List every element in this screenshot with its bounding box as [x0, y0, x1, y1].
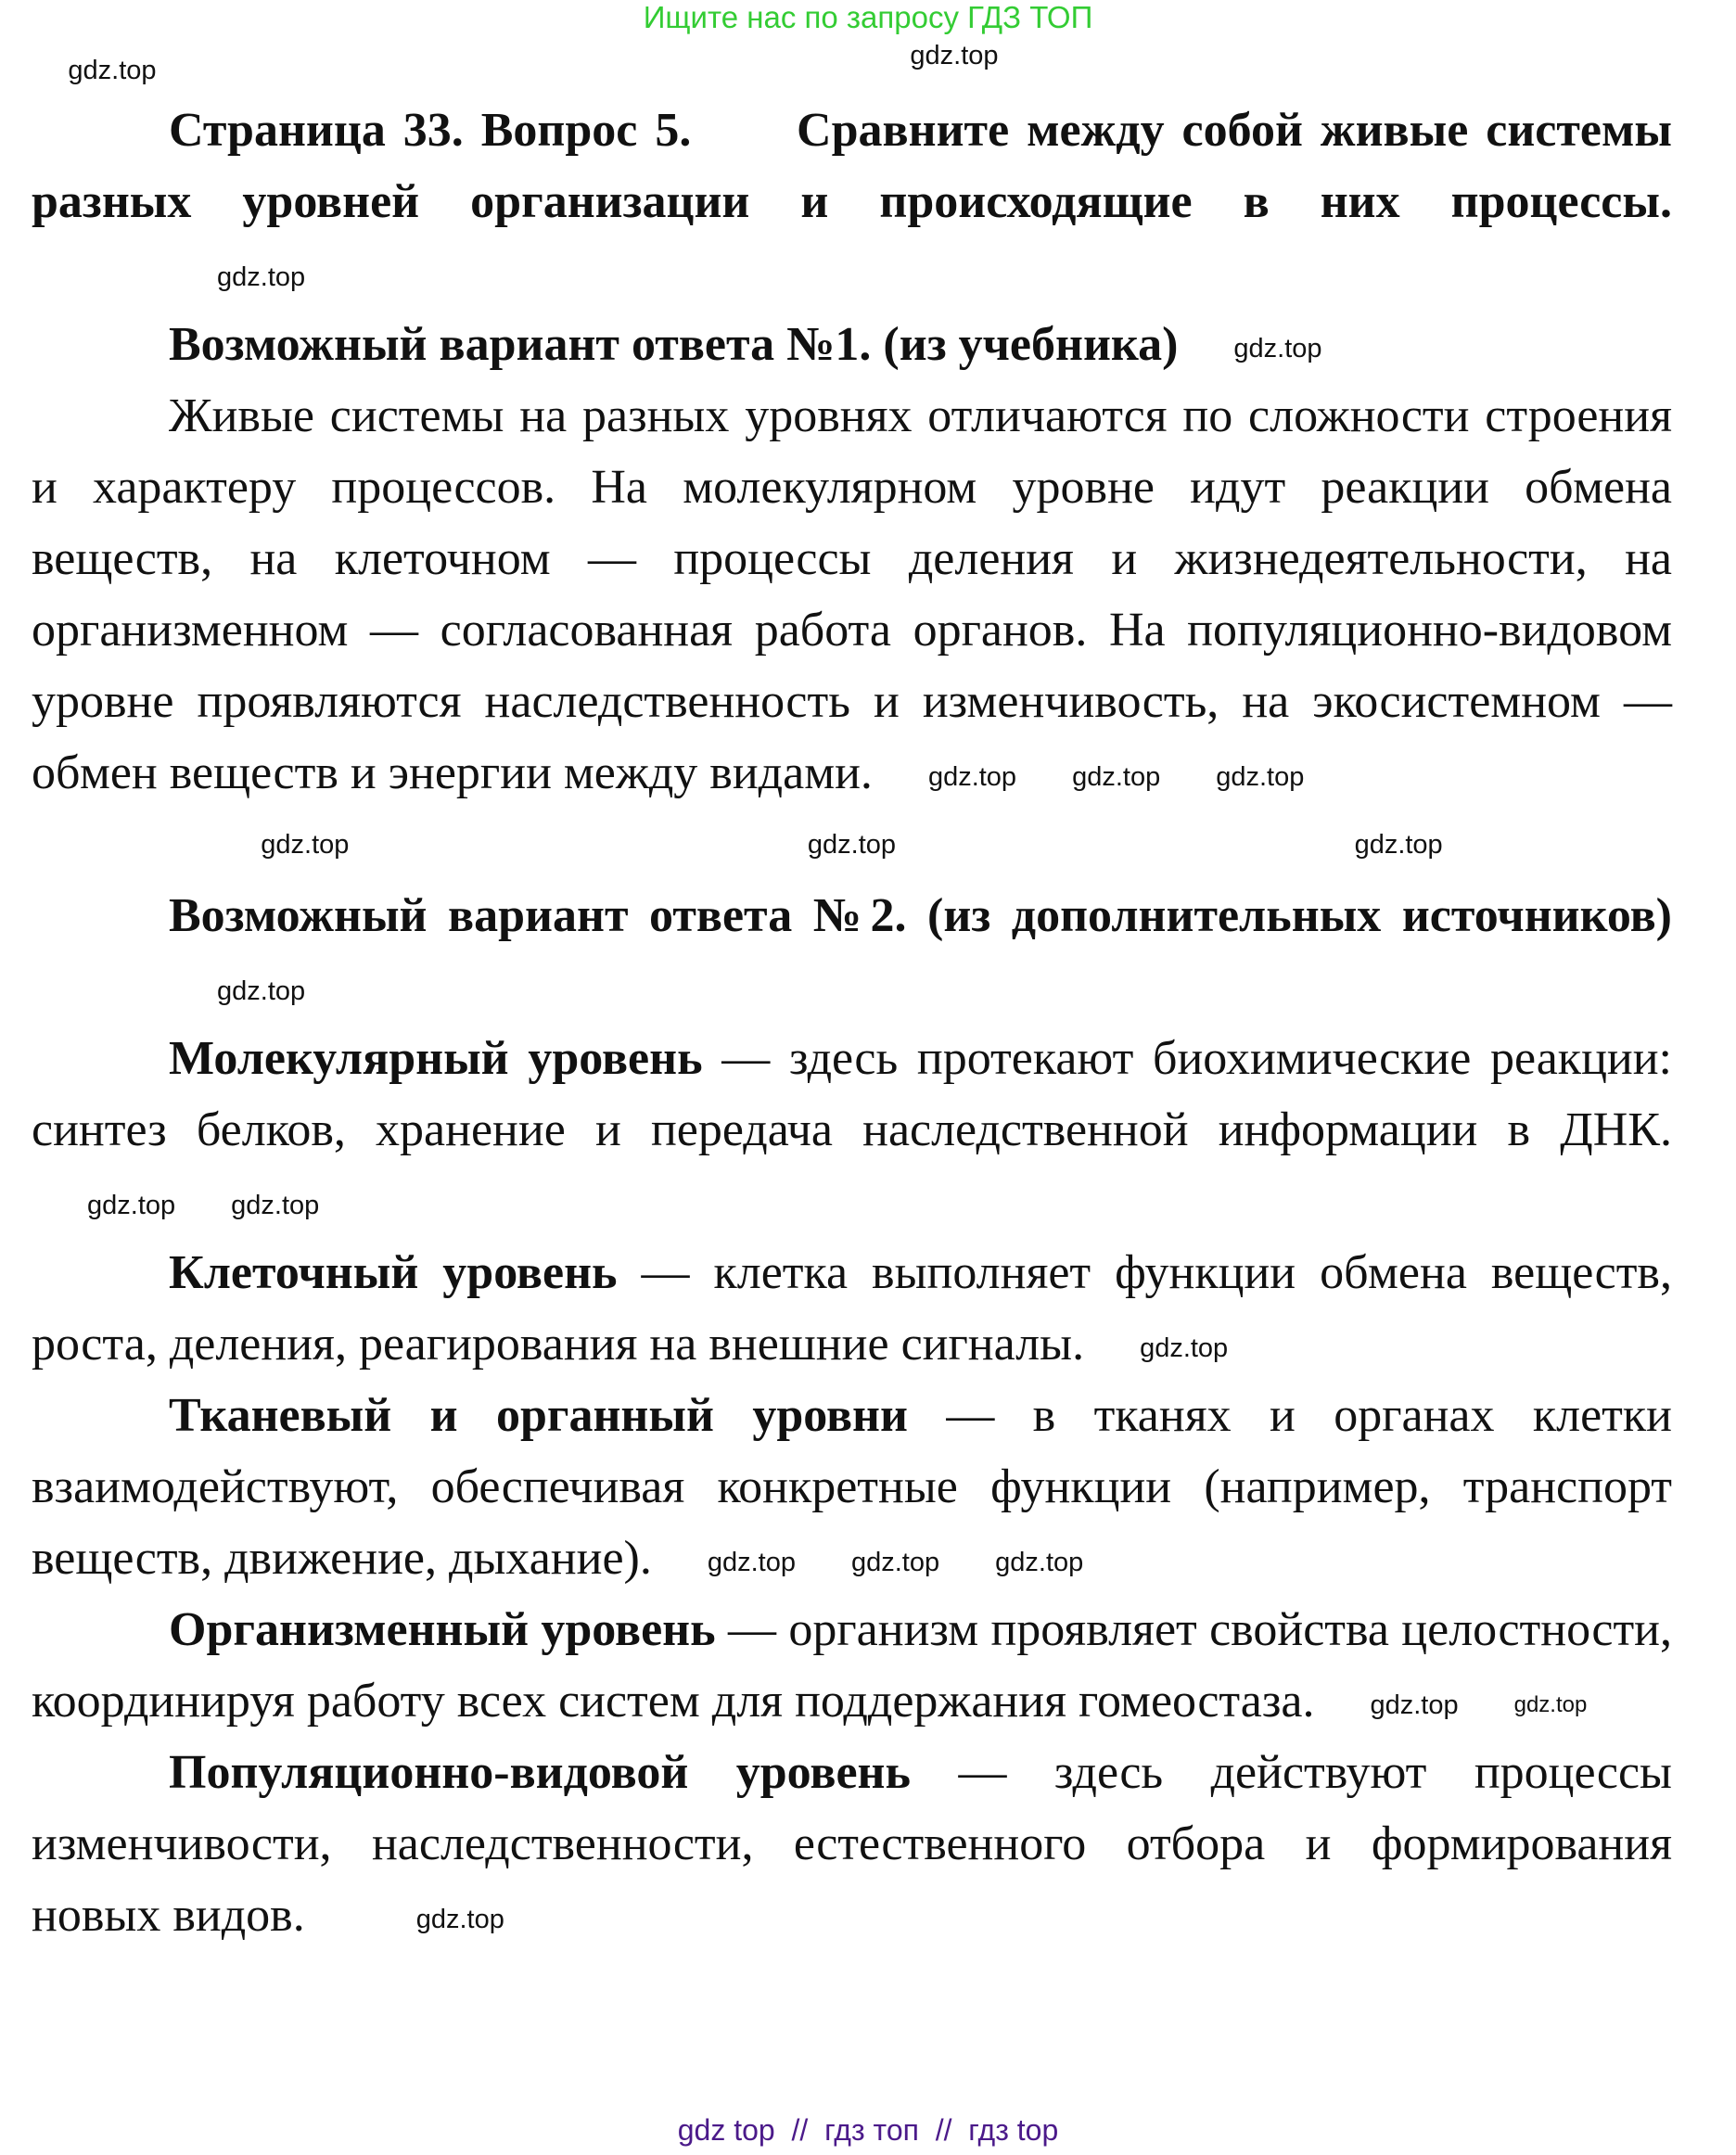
watermark: gdz.top — [415, 1905, 504, 1935]
level-paragraph — [32, 1023, 1672, 1237]
question-text: Сравните между собой живые системы разных уровней организации и происходящие в них процессы. — [32, 104, 1673, 228]
level-term: Тканевый и органный уровни — [169, 1389, 908, 1442]
watermark: gdz.top — [1140, 1333, 1229, 1364]
watermark: gdz.top — [850, 1548, 940, 1578]
answer1-text — [32, 380, 1672, 809]
search-banner: Ищите нас по запросу ГДЗ ТОП — [643, 0, 1093, 34]
level-text: — клетка выполняет функции обмена веществ, роста, деления, реагирования на внешние сигналы. — [32, 1246, 1672, 1371]
level-paragraph — [32, 1237, 1672, 1380]
answer1-text-body: Живые системы на разных уровнях отличаются по сложности строения и характеру процессов. На молекулярном уровне идут реакции обмена веществ, на клеточном — процессы деления и жизнедеятельности, на организменном — согласованная работа органов. На популяционно-видовом уровне проявляются наследственность и изменчивость, на экосистемном — обмен веществ и энергии между видами. — [32, 389, 1672, 799]
watermark: gdz.top — [1370, 1690, 1459, 1721]
watermark: gdz.top — [68, 56, 157, 85]
watermark: gdz.top — [995, 1548, 1084, 1578]
level-text: — здесь протекают биохимические реакции: синтез белков, хранение и передача наследственной информации в ДНК. — [32, 1032, 1672, 1156]
level-paragraph — [32, 1737, 1672, 1951]
spacer — [32, 809, 1672, 880]
answer1-heading-text: Возможный вариант ответа №1. (из учебника) — [169, 318, 1179, 371]
level-term: Клеточный уровень — [169, 1246, 618, 1299]
watermark: gdz.top — [910, 41, 999, 70]
watermark: gdz.top — [261, 829, 350, 860]
level-text: — здесь действуют процессы изменчивости, наследственности, естественного отбора и формирования новых видов. — [32, 1746, 1672, 1942]
answer1-heading — [32, 309, 1672, 380]
watermark: gdz.top — [1513, 1692, 1588, 1718]
watermark: gdz.top — [707, 1548, 796, 1578]
level-term: Молекулярный уровень — [169, 1032, 703, 1085]
watermark: gdz.top — [927, 762, 1017, 793]
question-number: Страница 33. Вопрос 5. — [169, 104, 692, 157]
document-body — [32, 95, 1672, 1951]
watermark: gdz.top — [1354, 829, 1443, 860]
question-title — [32, 95, 1672, 309]
level-term: Популяционно-видовой уровень — [169, 1746, 912, 1799]
watermark: gdz.top — [1233, 334, 1322, 364]
level-text: — в тканях и органах клетки взаимодействуют, обеспечивая конкретные функции (например, транспорт веществ, движение, дыхание). — [32, 1389, 1672, 1585]
watermark: gdz.top — [1072, 762, 1161, 793]
level-term: Организменный уровень — [169, 1603, 716, 1656]
watermark: gdz.top — [87, 1191, 176, 1221]
answer2-heading — [32, 880, 1672, 1023]
watermark: gdz.top — [231, 1191, 320, 1221]
level-text: — организм проявляет свойства целостности, координируя работу всех систем для поддержания гомеостаза. — [32, 1603, 1672, 1728]
watermark: gdz.top — [1216, 762, 1305, 793]
answer2-heading-text: Возможный вариант ответа №2. (из дополнительных источников) — [169, 889, 1672, 942]
level-paragraph — [32, 1594, 1672, 1737]
level-paragraph — [32, 1380, 1672, 1594]
watermark: gdz.top — [807, 829, 897, 860]
watermark: gdz.top — [217, 262, 306, 293]
footer-links: gdz top // гдз топ // гдз top — [677, 2113, 1059, 2147]
watermark: gdz.top — [217, 976, 306, 1007]
